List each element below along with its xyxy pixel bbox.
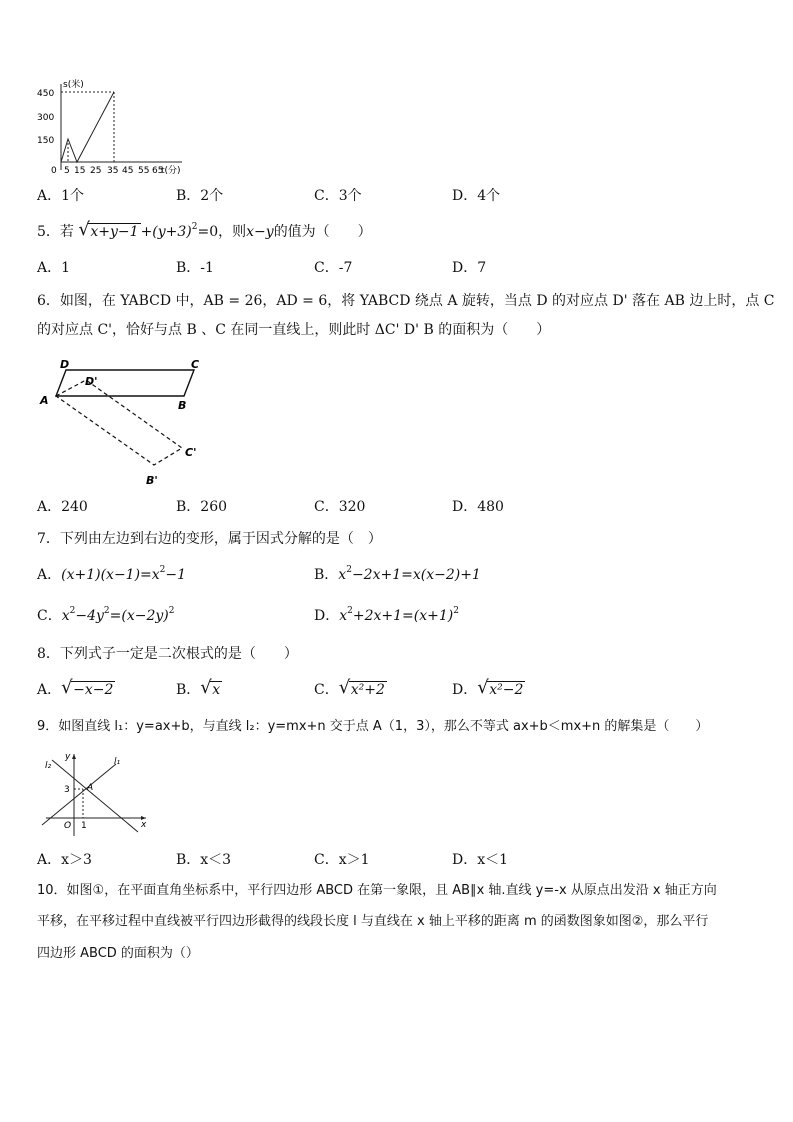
q4-ytick-450: 450 xyxy=(37,89,55,99)
q5-radical: √ x+y−1 xyxy=(78,219,139,240)
q4-distance-time-graph xyxy=(30,78,190,178)
q7-option-d-exp2: 2 xyxy=(453,606,459,616)
q4-xtick-15: 15 xyxy=(74,166,86,176)
q4-path xyxy=(61,92,114,162)
q8-option-b-label: B． xyxy=(176,682,201,698)
q9-option-d: D．x＜1 xyxy=(452,852,509,868)
q4-ytick-300: 300 xyxy=(37,113,55,123)
q7-option-c-mid: −4y xyxy=(75,608,104,624)
q7-option-a-lhs: (x+1)(x−1)=x xyxy=(61,567,160,583)
q7-option-a-label: A． xyxy=(37,567,62,583)
q6-option-a: A．240 xyxy=(37,499,88,515)
q5-prefix: 5．若 xyxy=(37,224,74,240)
q5-expression: x−y xyxy=(246,224,274,240)
q7-option-a-exp: 2 xyxy=(159,565,166,575)
q5-stem xyxy=(37,219,372,242)
q7-option-d xyxy=(314,606,459,626)
q8-option-d-label: D． xyxy=(452,682,478,698)
q8-option-a-radical: √ −x−2 xyxy=(61,677,114,698)
q6-label-b-prime: B' xyxy=(146,474,158,487)
q8-option-b-body: x xyxy=(212,682,221,698)
q4-xtick-55: 55 xyxy=(138,166,150,176)
q4-xtick-25: 25 xyxy=(90,166,102,176)
q8-option-d xyxy=(452,677,525,700)
q7-option-a xyxy=(37,565,186,585)
q7-option-b-exp: 2 xyxy=(346,565,352,575)
q6-parallelogram-abcd xyxy=(56,370,194,396)
q10-stem-line3: 四边形 ABCD 的面积为（） xyxy=(37,946,199,961)
q7-option-c xyxy=(37,606,174,626)
q7-option-b-lhs: x xyxy=(338,567,347,583)
q9-option-c: C．x＞1 xyxy=(314,852,370,868)
q6-option-b: B．260 xyxy=(176,499,228,515)
q4-xtick-35: 35 xyxy=(107,166,119,176)
q5-equals: =0，则 xyxy=(197,224,247,240)
q7-option-c-exp2: 2 xyxy=(103,606,110,616)
q6-option-d: D．480 xyxy=(452,499,504,515)
q7-option-b-label: B． xyxy=(314,567,339,583)
q4-ytick-0: 0 xyxy=(51,166,57,176)
q7-option-d-lhs: x xyxy=(339,608,348,624)
q5-suffix: 的值为（ ） xyxy=(273,224,372,240)
q6-stem-line1: 6．如图，在 YABCD 中，AB = 26，AD = 6，将 YABCD 绕点 A 旋转，当点 D 的对应点 D' 落在 AB 边上时，点 C xyxy=(37,293,775,309)
q5-option-a: A．1 xyxy=(37,260,71,276)
q6-stem-line2: 的对应点 C'，恰好与点 B 、C 在同一直线上，则此时 ΔC' D' B 的面积为（ ） xyxy=(37,322,551,338)
q6-label-b: B xyxy=(178,399,187,412)
q4-ytick-150: 150 xyxy=(37,136,55,146)
q8-option-a-body: −x−2 xyxy=(73,682,114,698)
q4-option-d: D．4个 xyxy=(452,188,501,204)
q8-option-c-label: C． xyxy=(314,682,339,698)
q6-label-c: C xyxy=(191,358,200,371)
q8-option-a xyxy=(37,677,115,700)
q8-option-b xyxy=(176,677,222,700)
q4-option-a: A．1个 xyxy=(37,188,85,204)
q6-label-a: A xyxy=(40,394,49,407)
q9-label-x: x xyxy=(141,820,147,830)
q9-label-y: y xyxy=(65,752,71,762)
q7-option-c-lhs: x xyxy=(61,608,70,624)
q6-parallelogram-figure xyxy=(34,352,214,492)
q8-option-d-body: x²−2 xyxy=(489,682,524,698)
q4-option-c: C．3个 xyxy=(314,188,362,204)
q9-label-l1: l₁ xyxy=(114,757,121,767)
q4-xtick-45: 45 xyxy=(122,166,134,176)
q4-xtick-65: 65 xyxy=(152,166,164,176)
q7-option-d-label: D． xyxy=(314,608,340,624)
q5-radical-body: x+y−1 xyxy=(90,224,139,240)
q8-option-c-radical: √ x²+2 xyxy=(338,677,385,698)
q8-option-b-radical: √ x xyxy=(200,677,221,698)
q5-option-d: D．7 xyxy=(452,260,487,276)
q7-option-c-label: C． xyxy=(37,608,62,624)
q9-option-b: B．x＜3 xyxy=(176,852,232,868)
q9-label-o: O xyxy=(64,821,72,831)
q6-rotated-parallelogram xyxy=(56,380,182,465)
q6-option-c: C．320 xyxy=(314,499,366,515)
q9-label-a: A xyxy=(87,783,94,793)
q6-label-c-prime: C' xyxy=(185,446,197,459)
q9-label-3: 3 xyxy=(64,785,70,795)
q9-label-l2: l₂ xyxy=(45,761,52,771)
q6-label-d: D xyxy=(60,358,70,371)
q9-stem: 9．如图直线 l₁：y=ax+b，与直线 l₂：y=mx+n 交于点 A（1，3），那么不等式 ax+b＜mx+n 的解集是（ ） xyxy=(37,719,709,734)
q8-option-c-body: x²+2 xyxy=(350,682,385,698)
q7-option-c-exp: 2 xyxy=(69,606,76,616)
q7-option-b xyxy=(314,565,481,585)
q7-stem: 7．下列由左边到右边的变形，属于因式分解的是（ ） xyxy=(37,531,382,547)
q7-option-d-rhs: +2x+1=(x+1) xyxy=(352,608,454,624)
q5-exponent: 2 xyxy=(191,222,198,232)
q5-option-b: B．-1 xyxy=(176,260,214,276)
q9-option-a: A．x＞3 xyxy=(37,852,92,868)
q10-stem-line2: 平移，在平移过程中直线被平行四边形截得的线段长度 l 与直线在 x 轴上平移的距离 m 的函数图象如图②，那么平行 xyxy=(37,914,709,929)
q6-label-d-prime: D' xyxy=(85,375,98,388)
q7-option-a-rhs: −1 xyxy=(165,567,187,583)
q8-option-c xyxy=(314,677,387,700)
q8-stem: 8．下列式子一定是二次根式的是（ ） xyxy=(37,646,298,662)
q9-lines-figure xyxy=(36,750,156,840)
q7-option-b-rhs: −2x+1=x(x−2)+1 xyxy=(351,567,481,583)
q4-y-label: s(米) xyxy=(63,80,84,90)
q7-option-c-rhs: =(x−2y) xyxy=(109,608,169,624)
q9-label-1: 1 xyxy=(81,821,87,831)
q5-option-c: C．-7 xyxy=(314,260,353,276)
q9-line-l1 xyxy=(42,764,116,825)
q4-option-b: B．2个 xyxy=(176,188,224,204)
q9-y-arrow xyxy=(72,754,76,759)
q7-option-c-exp3: 2 xyxy=(168,606,175,616)
q4-xtick-5: 5 xyxy=(64,166,70,176)
q8-option-a-label: A． xyxy=(37,682,62,698)
q7-option-d-exp: 2 xyxy=(347,606,353,616)
q8-option-d-radical: √ x²−2 xyxy=(477,677,524,698)
q4-x-label: t(分) xyxy=(161,166,181,176)
q5-square-term: +(y+3) xyxy=(140,224,192,240)
q10-stem-line1: 10．如图①，在平面直角坐标系中，平行四边形 ABCD 在第一象限，且 AB∥x 轴.直线 y=-x 从原点出发沿 x 轴正方向 xyxy=(37,883,717,898)
